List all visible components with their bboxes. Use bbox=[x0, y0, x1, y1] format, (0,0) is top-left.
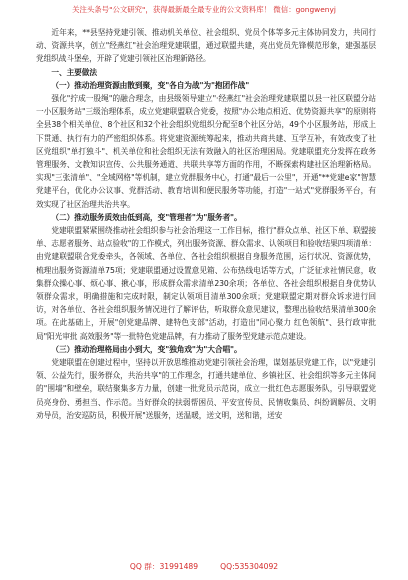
intro-paragraph: 近年来，**县坚持党建引领、推动机关单位、社会组织、党员个体等多元主体协同发力，共同行动、资源共享，创立"经燕红"社会治理党建联盟，通过联盟共建，亮出党员先锋模范形象，建强基层党组织战斗堡垒，开辟了党建引领社区治理新路径。 bbox=[36, 28, 376, 64]
document-body bbox=[36, 26, 376, 422]
section-title: 一、主要做法 bbox=[51, 67, 97, 77]
item-body-3: 党建联盟在创建过程中，坚持以开放思维推动党建引领社会治理，谋划基层党建工作，以"党建引领、公益先行，服务群众，共治共享"的工作理念，打通共建单位、乡镇社区、社会组织等多元主体间的"围墙"和壁垒，联结聚集多方力量，创建一批党员示范岗，成立一批红色志愿服务队，引导联盟党员亮身份、勇担当、作示范。当好群众的扶弱帮困员、平安宣传员、民情收集员、纠纷调解员、文明劝导员，治安巡防员，积极开展"送服务，送温暖，送文明，送和谐，送安 bbox=[36, 358, 376, 420]
qq-group-label: QQ 群：31991489 bbox=[129, 562, 199, 571]
promo-header: 关注头条号"公文研究"，获得最新最全最专业的公文资料库！ 微信：gongwenyj bbox=[72, 5, 336, 14]
item-heading-1: （一）推动治理资源由散到聚，变"各自为战"为"抱团作战" bbox=[51, 80, 250, 90]
qq-number-label: QQ:535304092 bbox=[220, 562, 279, 571]
item-heading-2: （二）推动服务质效由低到高，变"管理者"为"服务者"。 bbox=[51, 212, 242, 222]
contact-footer bbox=[0, 561, 408, 572]
item-body-2: 党建联盟紧紧围绕推动社会组织参与社会治理这一工作目标，推行"群众点单、社区下单、联盟接单、志愿者服务、站点验收"的工作模式，列出服务资源、群众需求、认领项目和验收结果四项清单：由党建联盟联合党委牵头，各领域、各单位、各社会组织根据自身服务范围，运行状况、资源优势，梳理出服务资源清单75项；党建联盟通过设置意见箱、公布热线电话等方式，广泛征求社情民意，收集群众操心事、烦心事、揪心事，形成群众需求清单230余项；各单位、各社会组织根据自身优势认领群众需求，明确措施和完成时限，制定认领项目清单300余项；党建联盟定期对群众诉求进行回访，对各单位、各社会组织服务情况进行了解评估，听取群众意见建议，整理出验收结果清单300余项。在此基础上，开展"创党建品牌、建特色支部"活动，打造出"同心聚力 红色领航"、县行政审批局"阳光审批 高效服务"等一批特色党建品牌，有力推动了服务型党建示范点建设。 bbox=[36, 226, 376, 341]
item-heading-3: （三）推动治理格局由小到大，变"独角戏"为"大合唱"。 bbox=[51, 344, 242, 354]
item-body-1: 强化"拧成一股绳"的融合理念，由县级领导建立"·经燕红"社会治理党建联盟以县一社区联盟分站一小区服务站"三级治理体系，成立党建联盟联合党委，按照"办公地点相近、优势资源共享"的原则将全县38个相关单位、8个社区和32个社会组织党组织分配至8个社区分站，49个小区服务站，形成上下贯通、执行有力的严密组织体系。将党建资源统筹起来，推动共商共建、互学互补，有效改变了社区党组织"单打独斗"、机关单位和社会组织无法有效融入的社区治理困局。党建联盟充分发挥在政务管理服务、文教知识宣传、公共服务通道、共联共享等方面的作用，不断探索构建社区治理新格局。实现"三张清单"、"全域网格"等机制，建立党群服务中心，打通"最后一公里"，开通"**党建e家"智慧党建平台，优化办公议事、党群活动、教育培训和便民服务等功能，打造"一站式"党群服务平台，有效实现了社区治理共治共享。 bbox=[36, 94, 376, 209]
